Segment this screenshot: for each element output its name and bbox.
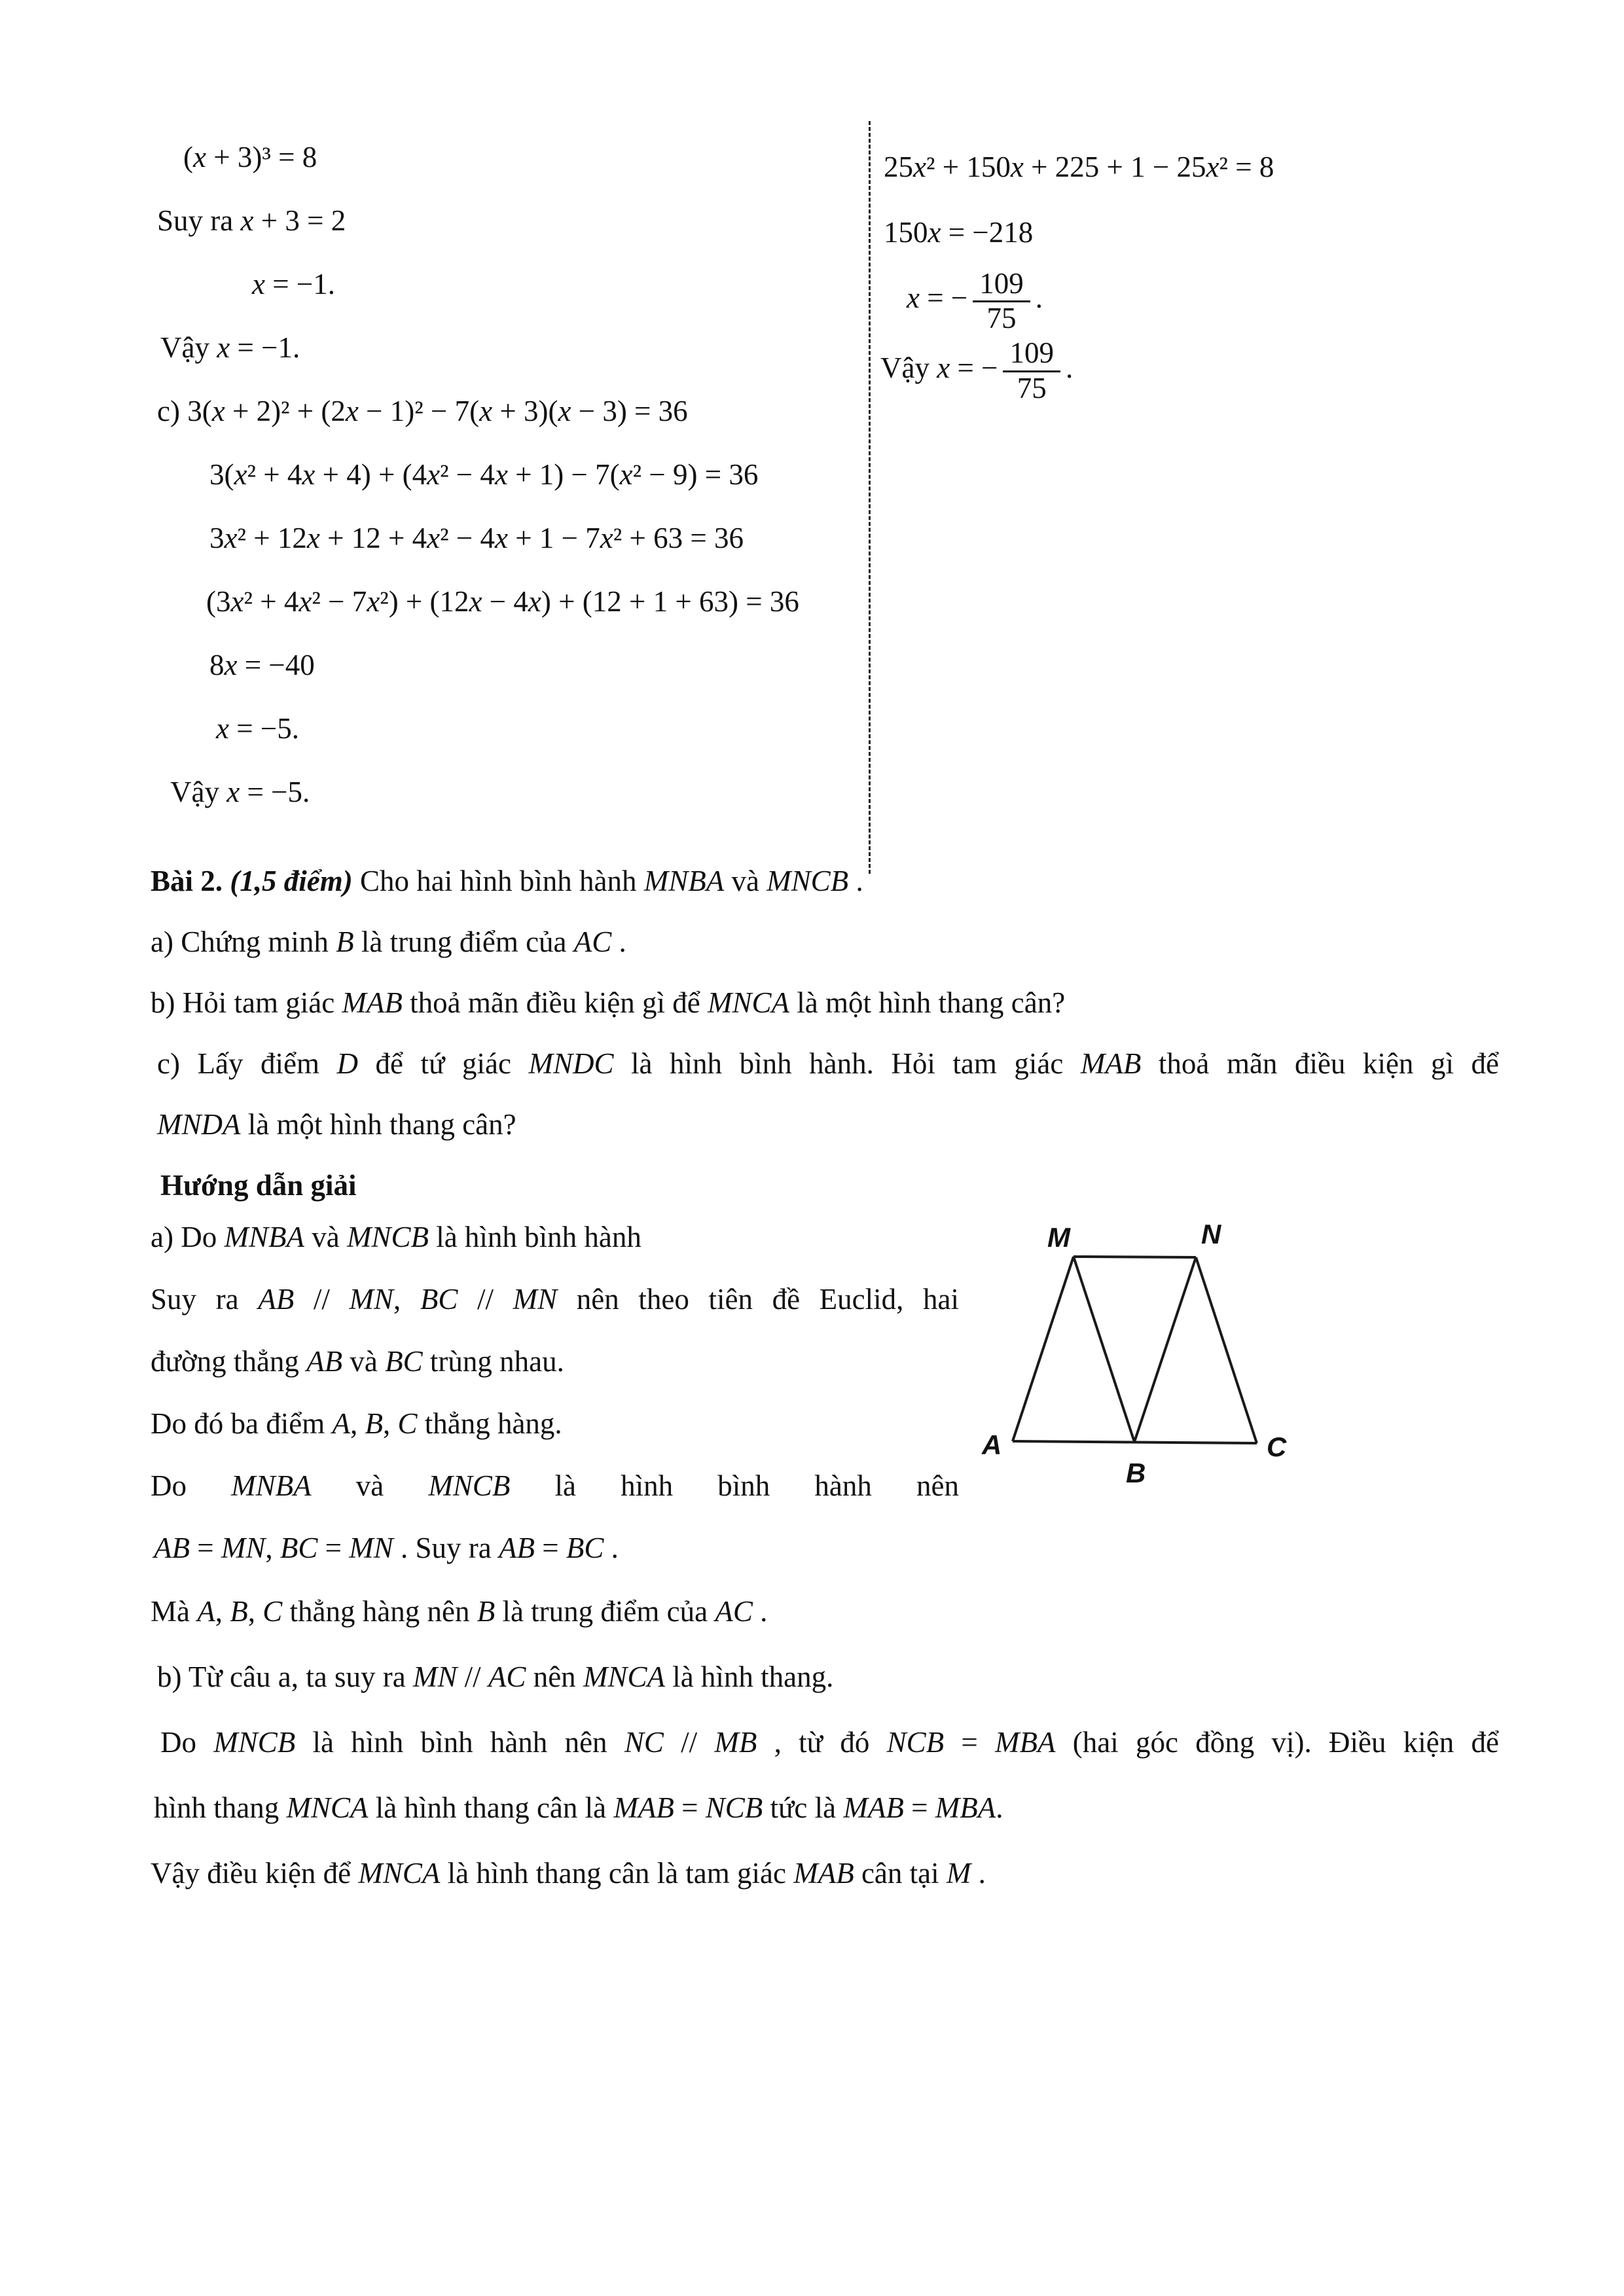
text-segment: = −40: [237, 649, 315, 681]
bai1-right-column: [880, 134, 1496, 405]
text-segment: x: [234, 458, 247, 491]
edge-BN: [1134, 1257, 1196, 1442]
text-segment: x: [427, 458, 441, 491]
text-segment: Vậy: [880, 351, 937, 384]
text-segment: là một hình thang cân?: [240, 1108, 516, 1141]
text-segment: nên theo tiên đề Euclid, hai: [557, 1283, 959, 1316]
text-segment: B: [230, 1595, 248, 1628]
text-segment: //: [294, 1283, 350, 1316]
text-segment: thoả mãn điều kiện gì để: [1141, 1047, 1499, 1080]
text-segment: =: [674, 1791, 706, 1824]
text-segment: x: [479, 395, 493, 427]
text-segment: ² − 9) = 36: [632, 458, 759, 491]
text-segment: 25: [884, 151, 913, 183]
text-segment: x: [427, 522, 441, 554]
text-segment: a) Chứng minh: [151, 925, 336, 958]
text-segment: c) 3(: [157, 395, 212, 427]
text-segment: là trung điểm của: [495, 1595, 715, 1628]
text-segment: + 3 = 2: [253, 204, 346, 237]
text-segment: BC: [280, 1532, 318, 1564]
text-segment: MN: [349, 1532, 393, 1564]
text-segment: ,: [247, 1595, 263, 1628]
text-segment: là hình thang cân là tam giác: [440, 1857, 794, 1890]
text-segment: ² = 8: [1219, 151, 1274, 183]
text-segment: MNCA: [708, 986, 790, 1019]
text-segment: x: [558, 395, 571, 427]
text-segment: ² + 4: [247, 458, 302, 491]
text-segment: 8: [209, 649, 225, 681]
text-segment: + 1 − 7: [507, 522, 600, 554]
text-segment: Hướng dẫn giải: [160, 1169, 357, 1202]
vertex-label-B: B: [1126, 1458, 1146, 1488]
text-segment: D: [336, 1047, 359, 1080]
text-segment: = −1.: [230, 331, 300, 364]
text-segment: + 2)² + (2: [225, 395, 346, 427]
text-segment: Cho hai hình bình hành: [352, 865, 644, 897]
text-segment: C: [397, 1407, 418, 1440]
text-segment: Vậy: [160, 331, 217, 364]
text-segment: MNCB: [767, 865, 849, 897]
text-segment: b) Hỏi tam giác: [151, 986, 342, 1019]
text-line: [157, 570, 864, 634]
text-segment: ² − 4: [440, 458, 495, 491]
text-segment: x: [240, 204, 254, 237]
text-line: [880, 265, 1496, 335]
text-segment: MNCB: [213, 1726, 296, 1759]
text-line: [157, 253, 864, 316]
text-segment: = −5.: [228, 712, 299, 745]
text-segment: A: [332, 1407, 350, 1440]
text-line: [880, 335, 1496, 405]
vertex-label-N: N: [1201, 1219, 1221, 1249]
text-segment: x: [1206, 151, 1219, 183]
text-segment: M: [946, 1857, 971, 1890]
text-segment: b) Từ câu a, ta suy ra: [157, 1660, 413, 1693]
fraction: $\frac{109}{75}$: [973, 267, 1030, 335]
text-segment: MN: [349, 1283, 393, 1316]
text-segment: ² + 4: [244, 585, 299, 618]
text-segment: = −: [919, 281, 968, 314]
text-segment: x: [226, 776, 240, 808]
text-line: [151, 1644, 1499, 1710]
text-segment: là hình thang.: [664, 1660, 834, 1693]
text-line: [157, 380, 864, 443]
text-segment: x: [217, 331, 230, 364]
text-segment: BC: [385, 1345, 423, 1378]
text-segment: = −5.: [240, 776, 310, 808]
text-segment: + 12 + 4: [319, 522, 427, 554]
text-segment: Bài 2.: [151, 865, 230, 897]
text-line: [157, 443, 864, 507]
text-segment: và: [304, 1221, 347, 1253]
solution-continued: [151, 1579, 1499, 1906]
text-segment: MBA: [935, 1791, 996, 1824]
text-line: [151, 1455, 959, 1517]
text-line: [151, 1206, 959, 1268]
solution-text: [151, 1206, 959, 1579]
vertex-label-C: C: [1267, 1431, 1287, 1462]
text-segment: AB: [499, 1532, 535, 1564]
text-segment: AC: [573, 925, 612, 958]
text-segment: //: [458, 1283, 513, 1316]
text-segment: a) Do: [151, 1221, 225, 1253]
text-segment: x: [216, 712, 229, 745]
text-segment: MAB: [342, 986, 403, 1019]
text-segment: x: [345, 395, 359, 427]
text-line: [880, 200, 1496, 265]
text-segment: MNCB: [428, 1469, 511, 1502]
text-segment: MNBA: [224, 1221, 304, 1253]
text-segment: x: [1010, 151, 1024, 183]
text-segment: (3: [206, 585, 231, 618]
text-segment: =: [317, 1532, 350, 1564]
text-segment: 3: [209, 522, 225, 554]
text-segment: x: [528, 585, 541, 618]
text-line: [157, 507, 864, 570]
text-segment: 150: [884, 216, 928, 249]
text-segment: tức là: [763, 1791, 844, 1824]
text-segment: là hình bình hành nên: [295, 1726, 624, 1759]
bai1-left-column: [157, 126, 864, 824]
text-segment: .: [971, 1857, 986, 1890]
text-segment: MNCA: [286, 1791, 369, 1824]
text-segment: (hai góc đồng vị). Điều kiện để: [1055, 1726, 1499, 1759]
text-segment: ) + (12 + 1 + 63) = 36: [541, 585, 799, 618]
text-segment: A: [197, 1595, 215, 1628]
text-line: [157, 189, 864, 253]
text-segment: + 4) + (4: [315, 458, 427, 491]
text-segment: Vậy điều kiện để: [151, 1857, 359, 1890]
text-segment: và: [724, 865, 767, 897]
text-segment: MNCB: [346, 1221, 429, 1253]
fraction: $\frac{109}{75}$: [1003, 336, 1060, 404]
text-line: [151, 1268, 959, 1331]
text-segment: . Suy ra: [393, 1532, 499, 1564]
text-segment: ² + 63 = 36: [613, 522, 744, 554]
text-segment: c) Lấy điểm: [157, 1047, 337, 1080]
text-segment: AC: [488, 1660, 526, 1693]
text-segment: x: [928, 216, 941, 249]
text-segment: MNCA: [358, 1857, 441, 1890]
text-segment: C: [262, 1595, 283, 1628]
text-segment: MNDC: [528, 1047, 614, 1080]
text-segment: BC: [420, 1283, 458, 1316]
text-segment: , từ đó: [757, 1726, 887, 1759]
text-segment: x: [913, 151, 926, 183]
text-segment: thẳng hàng.: [417, 1407, 562, 1440]
text-segment: + 3)³ = 8: [206, 141, 317, 173]
text-segment: Suy ra: [157, 204, 241, 237]
text-segment: (1,5 điểm): [230, 865, 353, 897]
text-segment: MAB: [613, 1791, 674, 1824]
text-segment: Do đó ba điểm: [151, 1407, 333, 1440]
text-line: [157, 634, 864, 697]
text-segment: x: [619, 458, 633, 491]
text-segment: MAB: [1080, 1047, 1142, 1080]
text-segment: B: [365, 1407, 383, 1440]
text-line: [151, 1579, 1499, 1644]
text-segment: ,: [215, 1595, 230, 1628]
text-segment: nên: [526, 1660, 583, 1693]
text-segment: NC: [624, 1726, 664, 1759]
text-segment: MB: [714, 1726, 757, 1759]
text-segment: ² − 4: [440, 522, 495, 554]
text-segment: NCB: [705, 1791, 763, 1824]
text-segment: x: [367, 585, 380, 618]
text-segment: ²) + (12: [380, 585, 469, 618]
text-segment: ,: [382, 1407, 398, 1440]
text-segment: + 1) − 7(: [507, 458, 620, 491]
text-segment: thẳng hàng nên: [282, 1595, 477, 1628]
text-segment: MN: [513, 1283, 558, 1316]
text-segment: Do: [160, 1726, 214, 1759]
text-segment: − 4: [482, 585, 528, 618]
text-segment: MBA: [995, 1726, 1056, 1759]
text-segment: MN: [412, 1660, 458, 1693]
text-segment: .: [611, 925, 626, 958]
text-segment: Mà: [151, 1595, 198, 1628]
text-segment: x: [224, 649, 238, 681]
text-segment: là hình bình hành: [428, 1221, 641, 1253]
text-segment: x: [211, 395, 225, 427]
text-line: [151, 851, 1499, 912]
text-segment: =: [535, 1532, 566, 1564]
text-segment: x: [937, 351, 950, 384]
text-line: [157, 126, 864, 189]
vertex-label-M: M: [1047, 1222, 1070, 1253]
text-segment: NCB: [886, 1726, 945, 1759]
text-segment: x: [252, 268, 265, 300]
text-segment: + 225 + 1 − 25: [1023, 151, 1206, 183]
edge-NC: [1196, 1257, 1257, 1443]
text-segment: ² + 150: [926, 151, 1011, 183]
figure-edges: [1013, 1257, 1257, 1443]
text-segment: MN: [221, 1532, 266, 1564]
text-segment: x: [494, 522, 508, 554]
text-segment: đường thẳng: [151, 1345, 307, 1378]
edge-AM: [1013, 1257, 1074, 1441]
text-line: [157, 316, 864, 380]
bai2-problem: [151, 851, 1499, 1216]
text-segment: x: [193, 141, 206, 173]
text-segment: Suy ra: [151, 1283, 259, 1316]
text-segment: AB: [258, 1283, 295, 1316]
text-segment: MNCA: [583, 1660, 665, 1693]
text-line: [151, 1094, 1499, 1155]
text-segment: − 3) = 36: [571, 395, 688, 427]
text-line: [151, 1517, 959, 1579]
text-segment: =: [944, 1726, 996, 1759]
text-segment: ,: [393, 1283, 420, 1316]
text-line: [880, 134, 1496, 200]
text-segment: =: [189, 1532, 221, 1564]
text-line: [151, 1840, 1499, 1906]
text-segment: x: [469, 585, 482, 618]
text-segment: MAB: [793, 1857, 854, 1890]
text-segment: + 3)(: [492, 395, 558, 427]
text-segment: ,: [265, 1532, 280, 1564]
vertex-label-A: A: [982, 1429, 1002, 1460]
text-segment: thoả mãn điều kiện gì để: [402, 986, 708, 1019]
text-segment: x: [600, 522, 613, 554]
text-line: [151, 1331, 959, 1393]
text-segment: là một hình thang cân?: [789, 986, 1066, 1019]
text-segment: Do: [151, 1469, 232, 1502]
text-segment: x: [224, 522, 238, 554]
text-segment: trùng nhau.: [422, 1345, 564, 1378]
text-segment: B: [477, 1595, 496, 1628]
text-segment: //: [457, 1660, 488, 1693]
text-line: [151, 1775, 1499, 1840]
column-separator: [869, 121, 871, 874]
text-segment: là hình bình hành nên: [510, 1469, 959, 1502]
text-segment: BC: [566, 1532, 604, 1564]
text-segment: MAB: [843, 1791, 904, 1824]
text-segment: AC: [715, 1595, 753, 1628]
text-segment: MNDA: [157, 1108, 241, 1141]
text-segment: = −218: [941, 216, 1034, 249]
text-segment: x: [306, 522, 320, 554]
text-segment: 3(: [209, 458, 234, 491]
text-segment: =: [903, 1791, 935, 1824]
text-segment: x: [494, 458, 508, 491]
text-segment: và: [311, 1469, 429, 1502]
edge-MB: [1074, 1257, 1134, 1442]
text-segment: .: [996, 1791, 1003, 1824]
text-segment: ² + 12: [237, 522, 307, 554]
text-segment: (: [183, 141, 193, 173]
geometry-figure: [969, 1211, 1303, 1499]
text-line: [151, 1033, 1499, 1094]
text-segment: và: [342, 1345, 386, 1378]
text-segment: ,: [350, 1407, 365, 1440]
text-segment: x: [907, 281, 920, 314]
text-segment: .: [848, 865, 863, 897]
text-segment: x: [302, 458, 316, 491]
text-segment: x: [298, 585, 312, 618]
text-segment: Vậy: [170, 776, 227, 808]
text-line: [151, 973, 1499, 1033]
text-segment: x: [230, 585, 244, 618]
text-segment: hình thang: [154, 1791, 287, 1824]
text-segment: là hình thang cân là: [368, 1791, 614, 1824]
text-line: [151, 1710, 1499, 1775]
text-segment: MNBA: [231, 1469, 312, 1502]
text-segment: là trung điểm của: [353, 925, 574, 958]
text-segment: là hình bình hành. Hỏi tam giác: [613, 1047, 1081, 1080]
text-segment: AB: [154, 1532, 190, 1564]
text-segment: = −1.: [264, 268, 335, 300]
text-segment: AB: [306, 1345, 343, 1378]
text-segment: cân tại: [854, 1857, 947, 1890]
text-segment: //: [663, 1726, 715, 1759]
text-segment: .: [1065, 351, 1074, 384]
text-line: [151, 912, 1499, 973]
text-segment: .: [752, 1595, 768, 1628]
text-segment: ² − 7: [312, 585, 367, 618]
text-line: [157, 761, 864, 824]
text-segment: .: [604, 1532, 619, 1564]
text-segment: − 1)² − 7(: [358, 395, 480, 427]
text-segment: .: [1035, 281, 1043, 314]
text-segment: B: [336, 925, 354, 958]
text-segment: = −: [950, 351, 998, 384]
text-line: [157, 697, 864, 761]
text-line: [151, 1393, 959, 1455]
text-segment: MNBA: [643, 865, 725, 897]
text-segment: để tứ giác: [358, 1047, 529, 1080]
